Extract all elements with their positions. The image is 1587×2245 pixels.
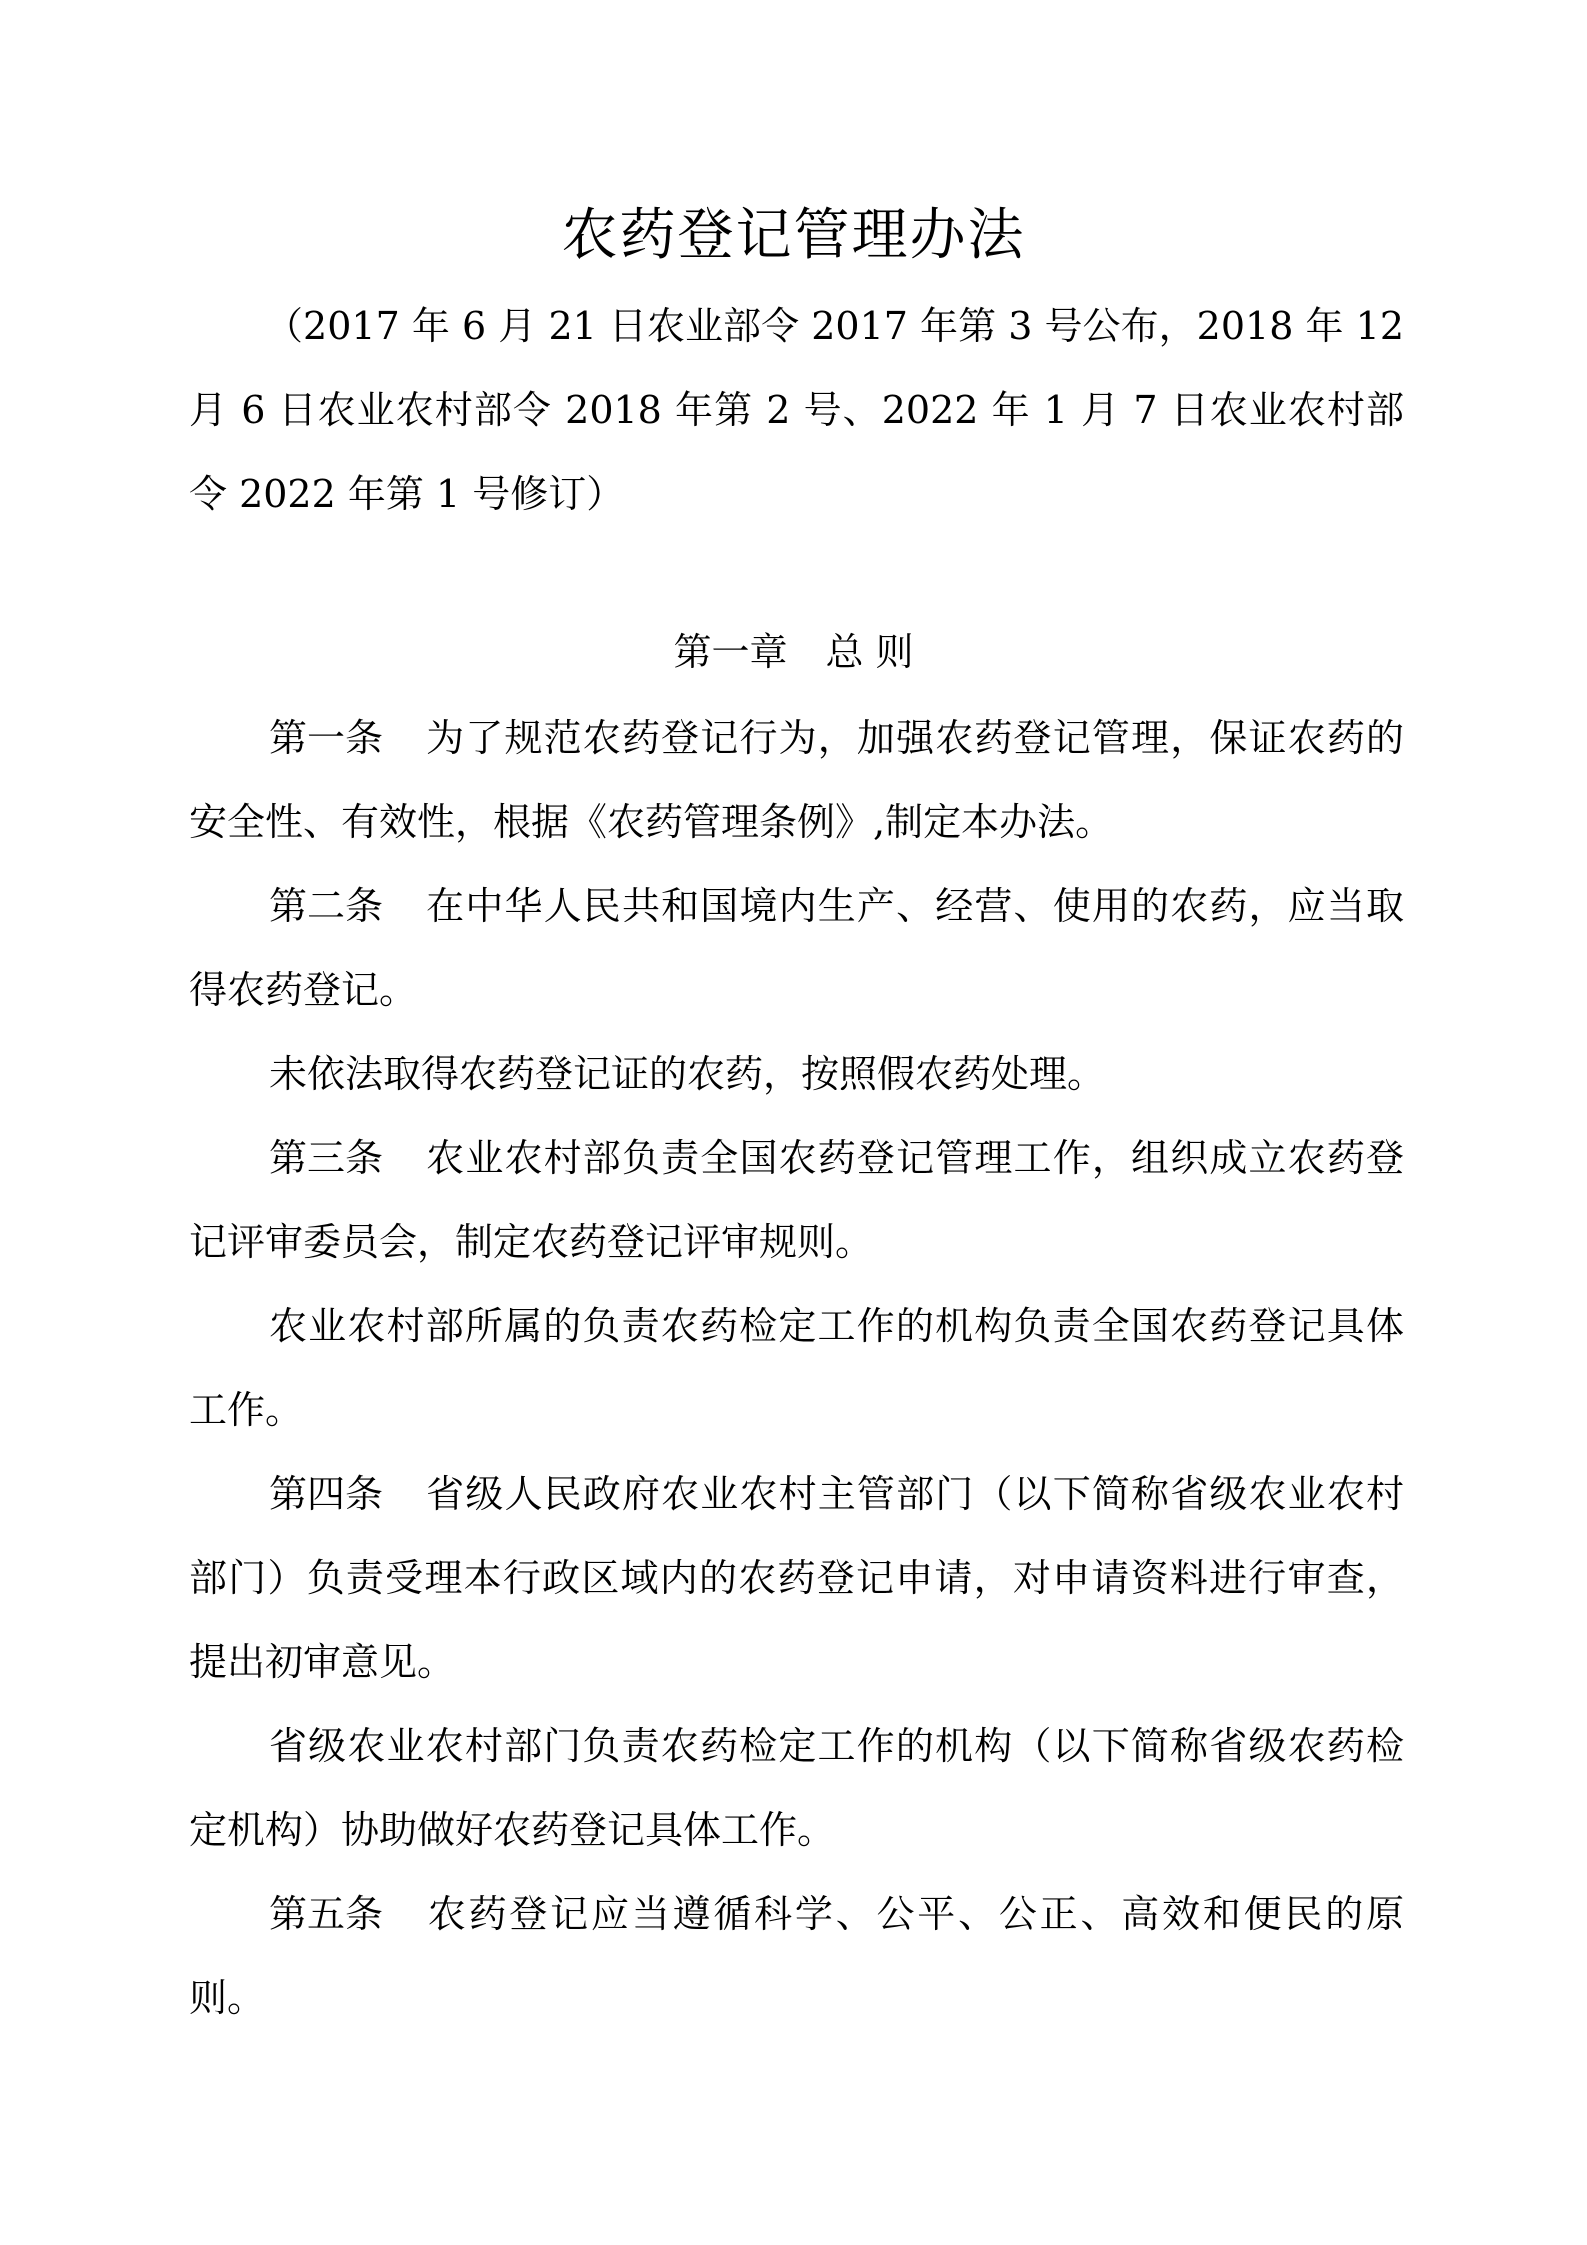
paragraph [189,1032,1404,1116]
article-label: 第一条 [269,716,384,760]
paragraph [189,1704,1404,1872]
article-paragraph [189,696,1404,864]
article-paragraph [189,1452,1404,1704]
paragraph-text: 省级人民政府农业农村主管部门（以下简称省级农业农村部门）负责受理本行政区域内的农药登记申请，对申请资料进行审查，提出初审意见。 [189,1472,1404,1684]
paragraph-text: 农药登记应当遵循科学、公平、公正、高效和便民的原则。 [189,1892,1404,2020]
document-subtitle: （2017 年 6 月 21 日农业部令 2017 年第 3 号公布，2018 年 12 月 6 日农业农村部令 2018 年第 2 号、2022 年 1 月 7 日农业农村部令 2022 年第 1 号修订） [189,304,1404,516]
paragraph-text: 未依法取得农药登记证的农药，按照假农药处理。 [269,1052,1106,1096]
chapter-number: 第一章 [673,630,788,674]
paragraph-text: 在中华人民共和国境内生产、经营、使用的农药，应当取得农药登记。 [189,884,1404,1012]
article-label: 第四条 [269,1472,384,1516]
paragraph-text: 农业农村部所属的负责农药检定工作的机构负责全国农药登记具体工作。 [189,1304,1404,1432]
body-text [189,696,1404,2040]
paragraph-text: 农业农村部负责全国农药登记管理工作，组织成立农药登记评审委员会，制定农药登记评审规则。 [189,1136,1404,1264]
paragraph-text: 省级农业农村部门负责农药检定工作的机构（以下简称省级农药检定机构）协助做好农药登记具体工作。 [189,1724,1404,1852]
article-label: 第三条 [269,1136,384,1180]
chapter-name: 总 则 [825,630,914,674]
article-label: 第二条 [269,884,384,928]
document-title: 农药登记管理办法 [561,203,1026,268]
article-paragraph [189,864,1404,1032]
chapter-heading [0,610,1587,694]
article-paragraph [189,1116,1404,1284]
paragraph [189,1284,1404,1452]
article-paragraph [189,1872,1404,2040]
paragraph-text: 为了规范农药登记行为，加强农药登记管理，保证农药的安全性、有效性，根据《农药管理条例》,制定本办法。 [189,716,1404,844]
article-label: 第五条 [269,1892,384,1936]
